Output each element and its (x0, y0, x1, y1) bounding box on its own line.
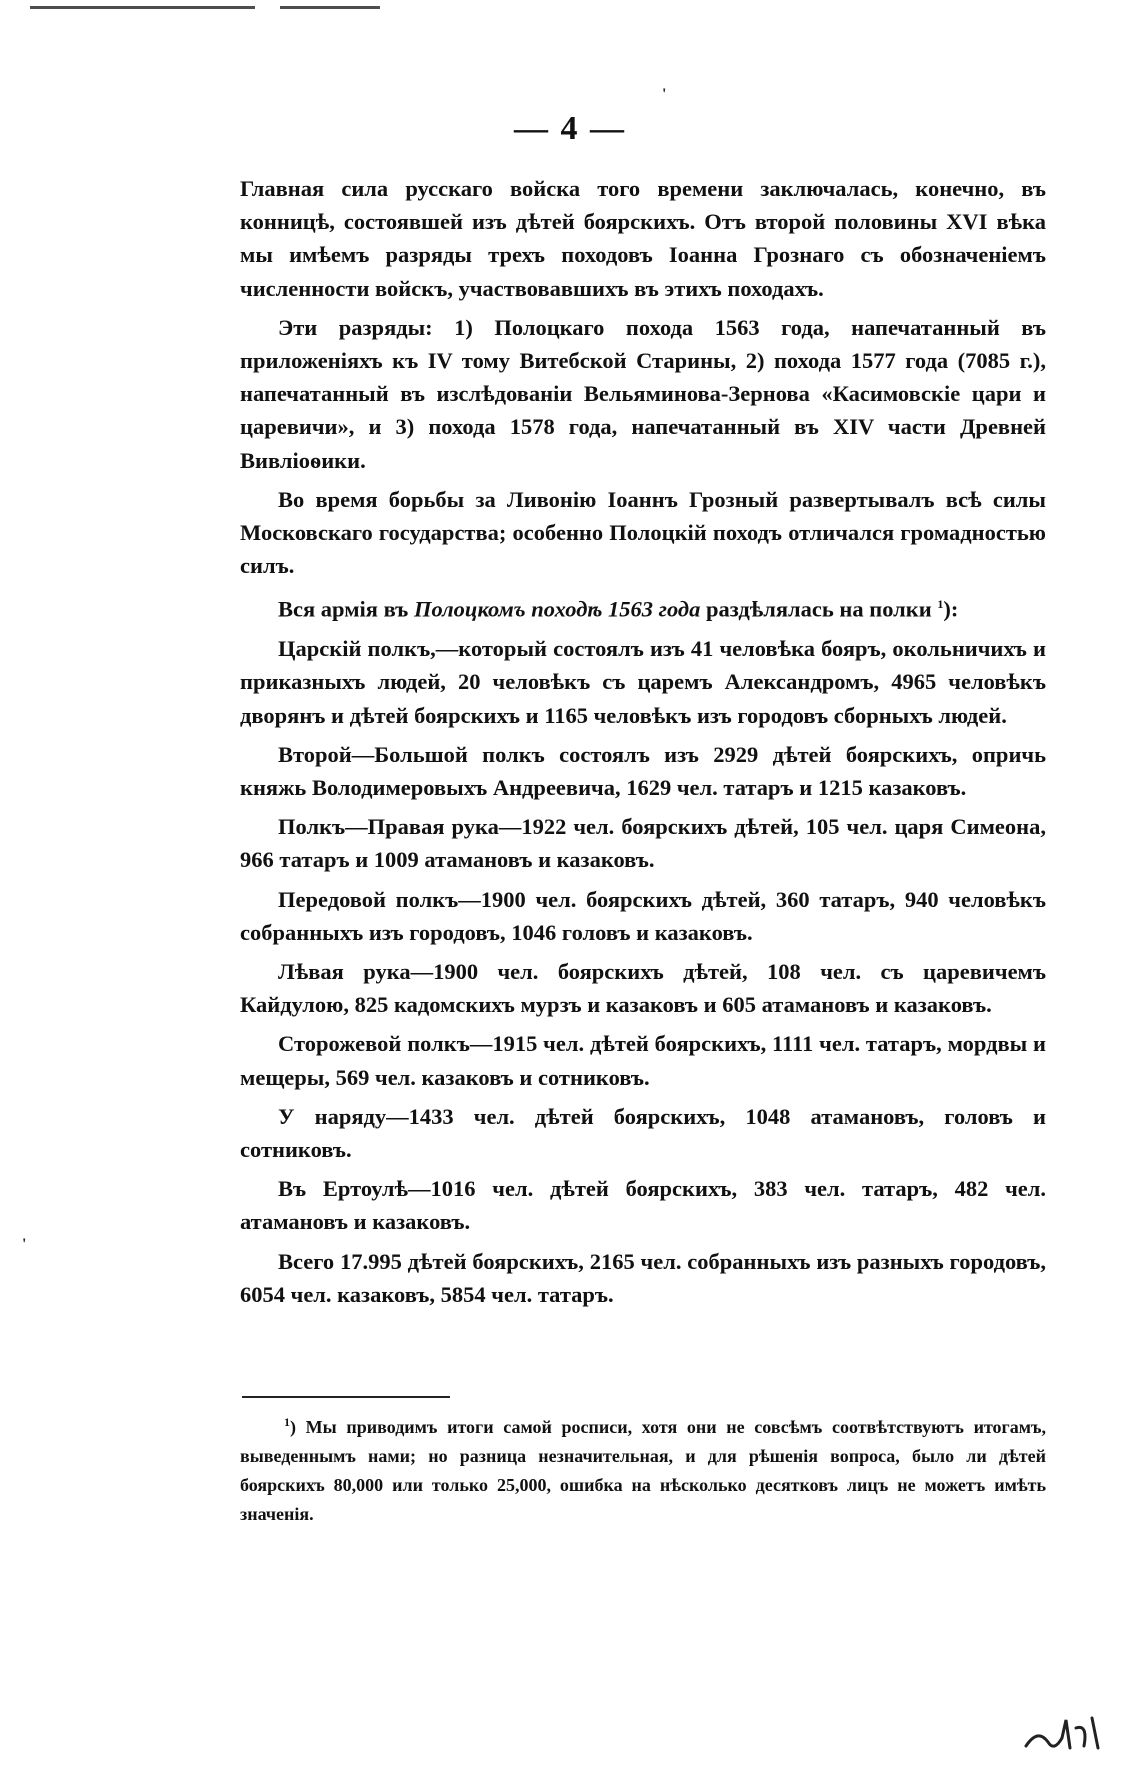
footnote-reference: 1 (937, 597, 944, 612)
page-number: — 4 — (514, 110, 626, 147)
paragraph-vanguard: Передовой полкъ—1900 чел. боярскихъ дѣтей, 360 татаръ, 940 человѣкъ собранныхъ изъ городовъ, 1046 головъ и казаковъ. (240, 886, 1046, 945)
paragraph-great-regiment: Второй—Большой полкъ состоялъ изъ 2929 дѣтей боярскихъ, опричь княжь Володимеровыхъ Андреевича, 1629 чел. татаръ и 1215 казаковъ. (240, 741, 1046, 800)
paragraph-3: Во время борьбы за Ливонію Іоаннъ Грозный развертывалъ всѣ силы Московскаго государства; особенно Полоцкій походъ отличался громадностью силъ. (240, 486, 1046, 579)
footnote-marker-close: ) (290, 1417, 296, 1437)
footnote-marker: 1 (284, 1415, 290, 1429)
margin-dot-mark: ' (22, 1236, 27, 1253)
footnotes (240, 1408, 1046, 1529)
handwritten-scribble (1018, 1698, 1108, 1758)
paragraph-tsar-regiment: Царскій полкъ,—который состоялъ изъ 41 человѣка бояръ, окольничихъ и приказныхъ людей, 20 человѣкъ съ царемъ Александромъ, 4965 человѣкъ дворянъ и дѣтей боярскихъ и 1165 человѣкъ изъ городовъ сборныхъ людей. (240, 636, 1046, 728)
paragraph-total: Всего 17.995 дѣтей боярскихъ, 2165 чел. собранныхъ изъ разныхъ городовъ, 6054 чел. казаковъ, 5854 чел. татаръ. (240, 1248, 1046, 1307)
top-edge-rule (30, 6, 530, 9)
paragraph-artillery: У наряду—1433 чел. дѣтей боярскихъ, 1048 атамановъ, головъ и сотниковъ. (240, 1103, 1046, 1162)
paragraph-left-hand: Лѣвая рука—1900 чел. боярскихъ дѣтей, 108 чел. съ царевичемъ Кайдулою, 825 кадомскихъ мурзъ и казаковъ и 605 атамановъ и казаковъ. (240, 958, 1046, 1018)
footnote-1 (240, 1408, 1046, 1529)
paragraph-right-hand: Полкъ—Правая рука—1922 чел. боярскихъ дѣтей, 105 чел. царя Симеона, 966 татаръ и 1009 атамановъ и казаковъ. (240, 814, 1046, 873)
army-intro-italic: Полоцкомъ походѣ 1563 года (413, 596, 701, 622)
paragraph-ertoul: Въ Ертоулѣ—1016 чел. дѣтей боярскихъ, 383 чел. татаръ, 482 чел. атамановъ и казаковъ. (240, 1176, 1046, 1235)
margin-tick-mark: ' (662, 86, 667, 103)
army-intro-after: раздѣлялась на полки (700, 596, 932, 622)
army-intro-before: Вся армія въ (278, 596, 414, 622)
footnote-divider (242, 1396, 450, 1398)
paragraph-army-intro (240, 588, 1046, 626)
paragraph-2: Эти разряды: 1) Полоцкаго похода 1563 года, напечатанный въ приложеніяхъ къ IV тому Витебской Старины, 2) похода 1577 года (7085 г.), напечатанный въ изслѣдованіи Вельяминова-Зернова «Касимовскіе цари и царевичи», и 3) похода 1578 года, напечатанный въ XIV части Древней Вивліоѳики. (240, 314, 1046, 473)
footnote-text: Мы приводимъ итоги самой росписи, хотя они не совсѣмъ соотвѣтствуютъ итогамъ, выведеннымъ нами; но разница незначительная, и для рѣшенія вопроса, было ли дѣтей боярскихъ 80,000 или только 25,000, ошибка на нѣсколько десятковъ лицъ не можетъ имѣть значенія. (240, 1417, 1046, 1524)
army-intro-end: ): (943, 596, 959, 622)
body-text (240, 172, 1046, 1317)
paragraph-1: Главная сила русскаго войска того времени заключалась, конечно, въ конницѣ, состоявшей изъ дѣтей боярскихъ. Отъ второй половины XVI вѣка мы имѣемъ разряды трехъ походовъ Іоанна Грознаго съ обозначеніемъ численности войскъ, участвовавшихъ въ этихъ походахъ. (240, 176, 1046, 301)
paragraph-rearguard: Сторожевой полкъ—1915 чел. дѣтей боярскихъ, 1111 чел. татаръ, мордвы и мещеры, 569 чел. казаковъ и сотниковъ. (240, 1031, 1046, 1090)
